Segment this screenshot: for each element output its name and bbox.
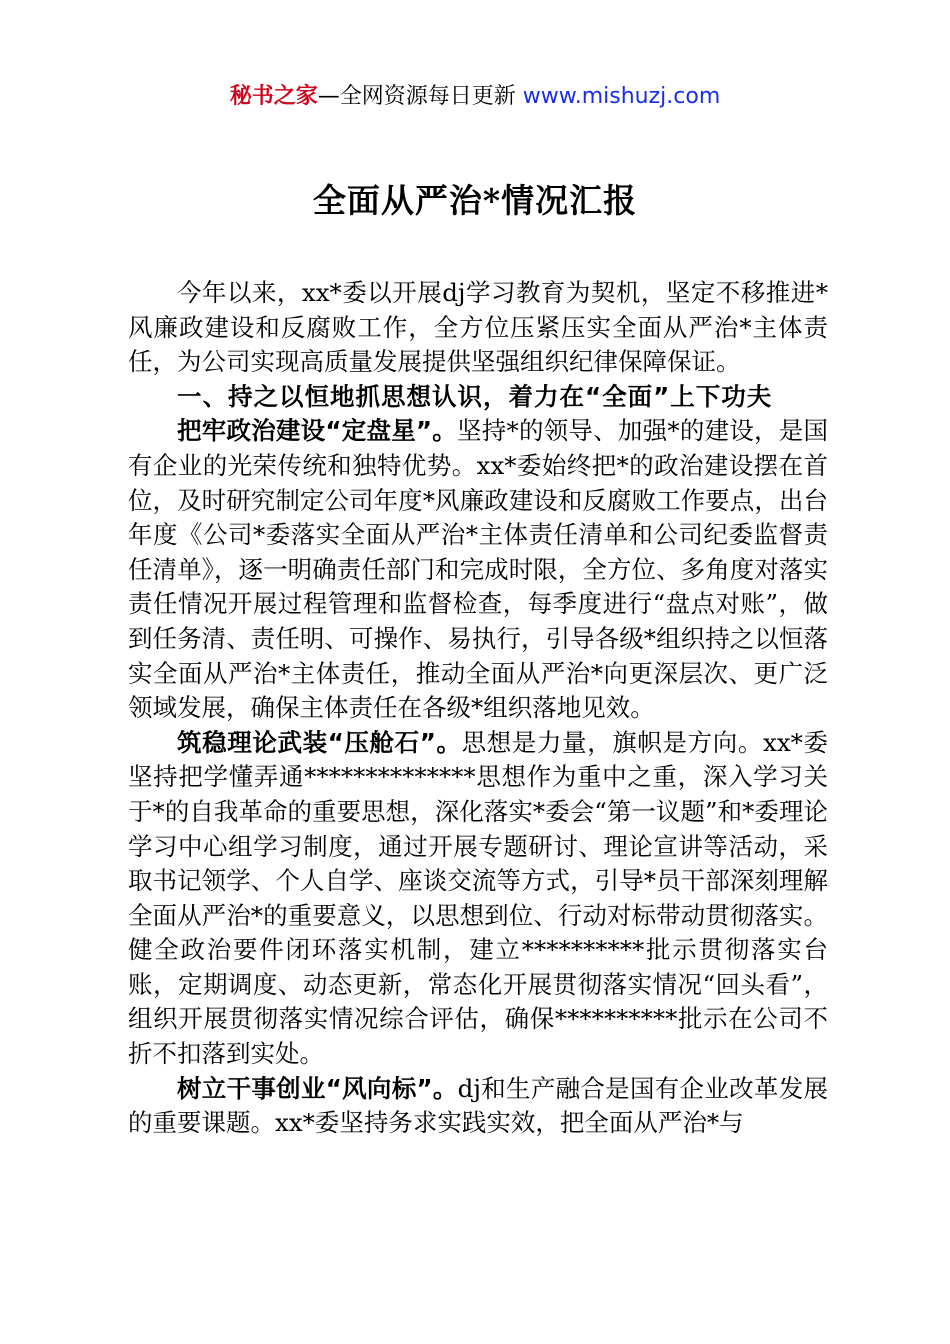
paragraph-text: 思想是力量，旗帜是方向。xx*委坚持把学懂弄通**************思想作为重中之重，深入学习关于*的自我革命的重要思想，深化落实*委会“第一议题”和*委理论学习中心组学习制度，通过开展专题研讨、理论宣讲等活动，采取书记领学、个人自学、座谈交流等方式，引导*员干部深刻理解全面从严治*的重要意义，以思想到位、行动对标带动贯彻落实。健全政治要件闭环落实机制，建立**********批示贯彻落实台账，定期调度、动态更新，常态化开展贯彻落实情况“回头看”，组织开展贯彻落实情况综合评估，确保**********批示在公司不折不扣落到实处。 — [128, 727, 829, 1069]
site-brand: 秘书之家 — [229, 84, 318, 109]
paragraph-lead: 筑稳理论武装“压舱石”。 — [177, 727, 462, 757]
site-header — [0, 82, 950, 112]
section-heading: 一、持之以恒地抓思想认识，着力在“全面”上下功夫 — [177, 381, 773, 411]
document-title: 全面从严治*情况汇报 — [312, 181, 638, 220]
paragraph-lead: 树立干事创业“风向标”。 — [177, 1073, 458, 1103]
paragraph-text: dj和生产融合是国有企业改革发展的重要课题。xx*委坚持务求实践实效，把全面从严治*与 — [128, 1073, 828, 1138]
site-slogan: —全网资源每日更新 — [317, 84, 523, 109]
paragraph-lead: 把牢政治建设“定盘星”。 — [177, 416, 458, 446]
body-paragraph — [128, 1072, 828, 1141]
intro-paragraph: 今年以来，xx*委以开展dj学习教育为契机，坚定不移推进*风廉政建设和反腐败工作，全方位压紧压实全面从严治*主体责任，为公司实现高质量发展提供坚强组织纪律保障保证。 — [128, 278, 828, 377]
paragraph-text: 坚持*的领导、加强*的建设，是国有企业的光荣传统和独特优势。xx*委始终把*的政治建设摆在首位，及时研究制定公司年度*风廉政建设和反腐败工作要点，出台年度《公司*委落实全面从严治*主体责任清单和公司纪委监督责任清单》，逐一明确责任部门和完成时限，全方位、多角度对落实责任情况开展过程管理和监督检查，每季度进行“盘点对账”，做到任务清、责任明、可操作、易执行，引导各级*组织持之以恒落实全面从严治*主体责任，推动全面从严治*向更深层次、更广泛领域发展，确保主体责任在各级*组织落地见效。 — [128, 416, 829, 723]
body-paragraph — [128, 414, 828, 725]
site-url-link[interactable]: www.mishuzj.com — [522, 84, 721, 109]
body-paragraph — [128, 726, 828, 1072]
document-body — [128, 276, 828, 1141]
